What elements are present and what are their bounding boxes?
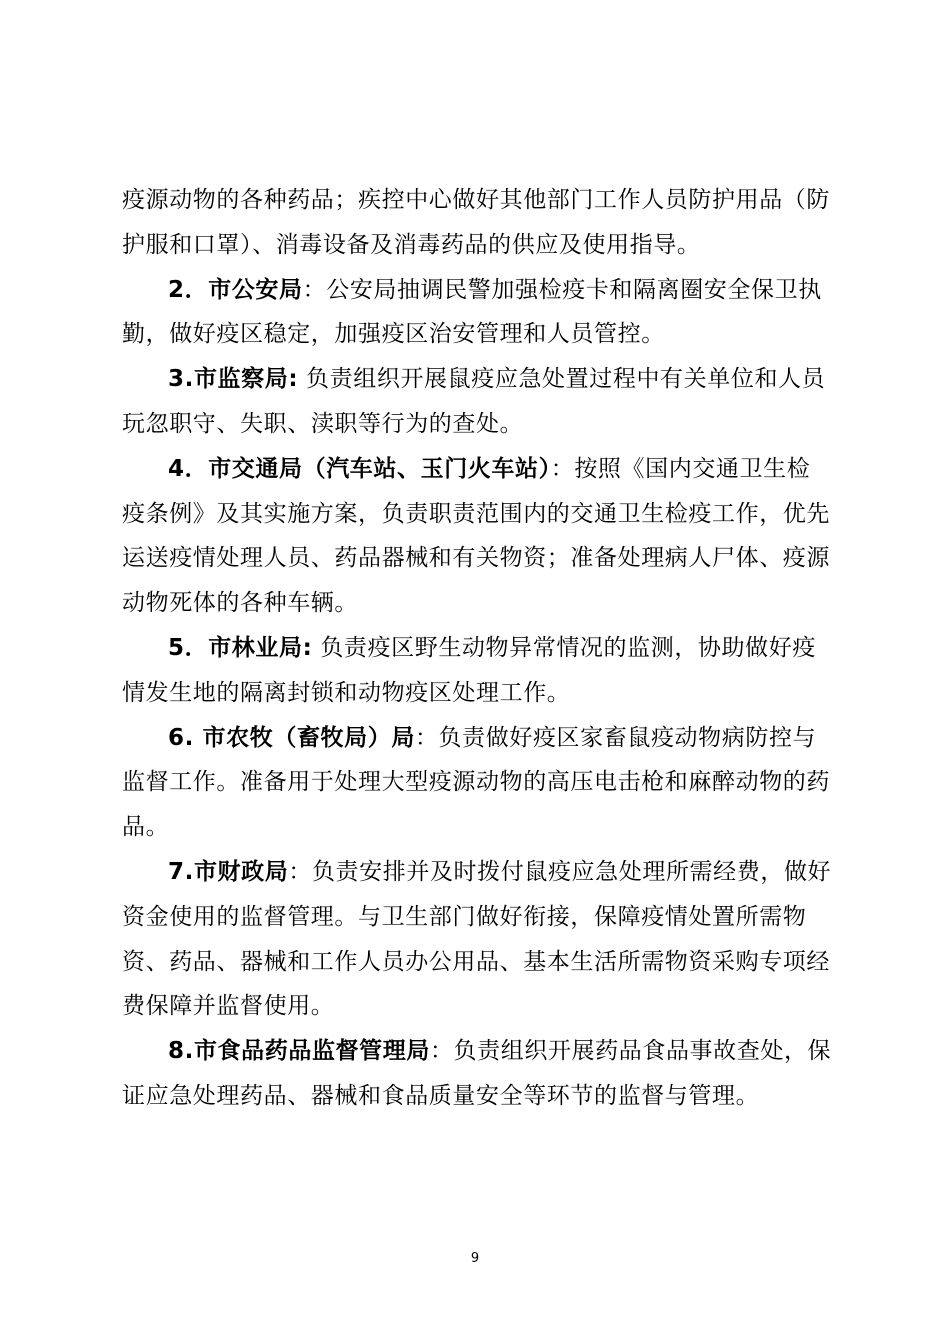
paragraph-text: 疫源动物的各种药品；疾控中心做好其他部门工作人员防护用品（防护服和口罩）、消毒设备及消毒药品的供应及使用指导。 [122,187,830,258]
paragraph-heading: 8.市食品药品监督管理局 [168,1038,430,1065]
page-number: 9 [470,1251,480,1266]
paragraph-heading: 2．市公安局 [168,276,303,303]
document-body [122,178,832,1119]
paragraph-heading: 6. 市农牧（畜牧局）局 [168,724,415,751]
paragraph-food-drug [122,1029,832,1119]
paragraph-text: ：负责安排并及时拨付鼠疫应急处理所需经费，做好资金使用的监督管理。与卫生部门做好衔接，保障疫情处置所需物资、药品、器械和工作人员办公用品、基本生活所需物资采购专项经费保障并监督使用。 [122,858,832,1020]
paragraph-forestry [122,626,832,716]
paragraph-text: 负责组织开展鼠疫应急处置过程中有关单位和人员玩忽职守、失职、渎职等行为的查处。 [122,366,826,437]
paragraph-text: ：负责组织开展药品食品事故查处，保证应急处理药品、器械和食品质量安全等环节的监督与管理。 [122,1038,832,1109]
paragraph-finance [122,850,832,1029]
paragraph-public-security [122,268,832,358]
paragraph-transport [122,447,832,626]
paragraph-text: ：按照《国内交通卫生检疫条例》及其实施方案，负责职责范围内的交通卫生检疫工作，优先运送疫情处理人员、药品器械和有关物资；准备处理病人尸体、疫源动物死体的各种车辆。 [122,455,830,617]
paragraph-heading: 7.市财政局 [168,858,289,885]
paragraph-continuation [122,178,832,268]
paragraph-agriculture [122,716,832,850]
paragraph-supervision [122,357,832,447]
paragraph-heading: 3.市监察局: [168,366,299,393]
paragraph-text: ：公安局抽调民警加强检疫卡和隔离圈安全保卫执勤，做好疫区稳定，加强疫区治安管理和人员管控。 [122,276,822,348]
paragraph-text: ：负责做好疫区家畜鼠疫动物病防控与监督工作。准备用于处理大型疫源动物的高压电击枪和麻醉动物的药品。 [122,724,830,841]
paragraph-heading: 4．市交通局（汽车站、玉门火车站） [168,455,551,482]
paragraph-text: 负责疫区野生动物异常情况的监测，协助做好疫情发生地的隔离封锁和动物疫区处理工作。 [122,634,816,706]
paragraph-heading: 5．市林业局: [168,634,313,661]
